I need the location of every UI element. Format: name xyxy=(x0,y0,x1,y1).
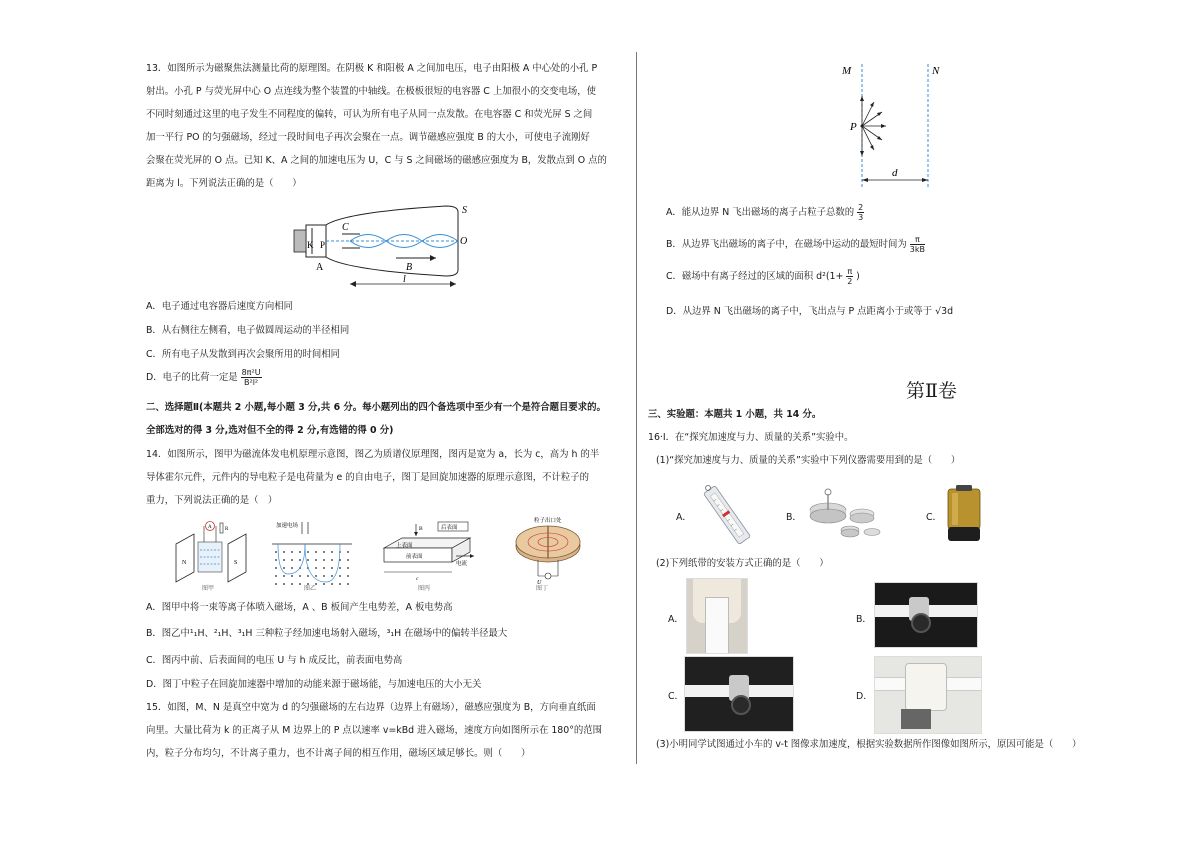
q16-sub-3: (3)小明同学试图通过小车的 v-t 图像求加速度，根据实验数据所作图像如图所示，原因可能是（ ） xyxy=(656,739,1082,750)
q16-sub-1: (1)“探究加速度与力、质量的关系”实验中下列仪器需要用到的是（ ） xyxy=(656,455,961,466)
q15-option-d[interactable]: D．从边界 N 飞出磁场的离子中，飞出点与 P 点距离小于或等于 √3d xyxy=(666,306,954,317)
q14-figure-ding xyxy=(504,516,598,592)
q14-line-2: 导体霍尔元件，元件内的导电粒子是电荷量为 e 的自由电子，图丁是回旋加速器的原理示意图，不计粒子的 xyxy=(146,472,589,483)
fig15-label-P: P xyxy=(850,121,857,133)
fig-jia-label-N: N xyxy=(182,560,187,566)
q14-caption-yi: 图乙 xyxy=(304,585,317,592)
q16-sub2-option-b-label[interactable]: B． xyxy=(856,614,872,625)
tape-install-photo-a[interactable] xyxy=(686,578,748,654)
fig-bing-top-label: 上表面 xyxy=(396,543,413,549)
q15-option-a-prefix: A．能从边界 N 飞出磁场的离子占粒子总数的 xyxy=(666,207,855,218)
q14-line-3: 重力，下列说法正确的是（ ） xyxy=(146,495,278,506)
q15-option-c-prefix: C．磁场中有离子经过的区域的面积 xyxy=(666,271,814,282)
q14-figure-bing xyxy=(372,520,480,592)
q15-line-1: 15．如图，M、N 是真空中宽为 d 的匀强磁场的左右边界（边界上有磁场），磁感应强度为 B，方向垂直纸面 xyxy=(146,702,596,713)
fig13-label-l: l xyxy=(403,274,406,285)
fig13-label-A: A xyxy=(316,262,324,273)
fig15-label-N: N xyxy=(932,65,940,77)
q13-line-4: 加一平行 PO 的匀强磁场，经过一段时间电子再次会聚在一点。调节磁感应强度 B 的大小，可使电子流刚好 xyxy=(146,132,590,143)
q16-intro: 16·Ⅰ．在“探究加速度与力、质量的关系”实验中。 xyxy=(648,432,854,443)
fig-bing-B-label: B xyxy=(419,526,423,532)
column-divider xyxy=(636,52,637,764)
q15-option-b[interactable] xyxy=(666,235,925,254)
section-3-heading: 三、实验题：本题共 1 小题，共 14 分。 xyxy=(648,409,822,420)
q16-sub1-option-a-label[interactable]: A． xyxy=(676,512,692,523)
q15-c-numerator: π xyxy=(847,267,853,276)
q13-option-c[interactable]: C．所有电子从发散到再次会聚所用的时间相同 xyxy=(146,349,341,360)
fig-jia-label-S: S xyxy=(234,560,238,566)
fig15-label-d: d xyxy=(892,167,898,179)
q14-option-b[interactable]: B．图乙中¹₁H、²₁H、³₁H 三种粒子经加速电场射入磁场，³₁H 在磁场中的偏转半径最大 xyxy=(146,628,508,639)
q15-c-denominator: 2 xyxy=(847,277,853,286)
weight-block-image[interactable] xyxy=(944,483,984,545)
fig13-label-O: O xyxy=(460,236,468,247)
q15-option-c-expr: d²(1+ xyxy=(816,271,844,282)
section-2-heading-line-1: 二、选择题Ⅱ(本题共 2 小题,每小题 3 分,共 6 分。每小题列出的四个备选项中至少有一个是符合题目要求的。 xyxy=(146,402,606,413)
q15-b-denominator: 3kB xyxy=(909,245,926,254)
q13-option-a[interactable]: A．电子通过电容器后速度方向相同 xyxy=(146,301,294,312)
q13-line-5: 会聚在荧光屏的 O 点。已知 K、A 之间的加速电压为 U，C 与 S 之间磁场的磁感应强度为 B，发散点到 O 点的 xyxy=(146,155,607,166)
tape-install-photo-d[interactable] xyxy=(874,656,982,734)
q16-sub2-option-c-label[interactable]: C． xyxy=(668,691,684,702)
fig-ding-U-label: U xyxy=(537,580,542,586)
tape-install-photo-b[interactable] xyxy=(874,582,978,648)
q15-magnetic-field-figure xyxy=(838,60,948,192)
q15-option-c-fraction xyxy=(846,267,853,286)
q15-option-c[interactable] xyxy=(666,267,860,286)
fig13-label-C: C xyxy=(342,222,349,233)
q13-magnetic-focus-figure xyxy=(286,200,486,290)
section-2-heading-line-2: 全部选对的得 3 分,选对但不全的得 2 分,有选错的得 0 分) xyxy=(146,425,394,436)
q14-figure-jia xyxy=(168,520,254,592)
q16-sub1-option-c-label[interactable]: C． xyxy=(926,512,942,523)
fig-bing-back-label: 后表面 xyxy=(441,525,458,531)
q13-option-d-fraction xyxy=(241,368,262,387)
q13-line-1: 13．如图所示为磁聚焦法测量比荷的原理图。在阴极 K 和阳极 A 之间加电压，电子由阳极 A 中心处的小孔 P xyxy=(146,63,598,74)
q13-line-2: 射出。小孔 P 与荧光屏中心 O 点连线为整个装置的中轴线。在极板很短的电容器 C 上加很小的交变电场，使 xyxy=(146,86,596,97)
q13-d-numerator: 8π²U xyxy=(241,368,261,377)
slotted-weights-image[interactable] xyxy=(800,484,884,544)
fig-ding-exit-label: 粒子出口处 xyxy=(534,518,562,524)
fig13-label-S: S xyxy=(462,205,467,216)
q14-option-c[interactable]: C．图丙中前、后表面间的电压 U 与 h 成反比，前表面电势高 xyxy=(146,655,403,666)
q15-option-c-close: ) xyxy=(856,271,860,282)
q13-option-d-prefix: D．电子的比荷一定是 xyxy=(146,372,238,383)
q15-option-a-fraction xyxy=(857,203,864,222)
q14-caption-jia: 图甲 xyxy=(202,585,215,592)
q15-a-numerator: 2 xyxy=(858,203,864,212)
fig13-label-P: P xyxy=(320,240,326,250)
tape-install-photo-c[interactable] xyxy=(684,656,794,732)
q15-option-b-fraction xyxy=(910,235,925,254)
q15-option-b-prefix: B．从边界飞出磁场的离子中，在磁场中运动的最短时间为 xyxy=(666,239,907,250)
fig-bing-front-label: 前表面 xyxy=(406,554,423,560)
part-2-title: 第Ⅱ卷 xyxy=(906,380,957,402)
q14-line-1: 14．如图所示，图甲为磁流体发电机原理示意图，图乙为质谱仪原理图，图丙是宽为 a，长为 c，高为 h 的半 xyxy=(146,449,600,460)
fig-yi-accel-label: 加速电场 xyxy=(276,523,299,529)
q13-option-d[interactable] xyxy=(146,368,262,387)
fig13-label-B: B xyxy=(406,262,413,273)
q13-line-6: 距离为 l。下列说法正确的是（ ） xyxy=(146,178,302,189)
fig-jia-label-A: A xyxy=(208,525,212,530)
q14-figure-yi xyxy=(268,520,358,592)
q14-caption-bing: 图丙 xyxy=(418,585,431,592)
q14-option-a[interactable]: A．图甲中将一束等离子体喷入磁场，A 、B 板间产生电势差，A 板电势高 xyxy=(146,602,453,613)
q15-line-3: 内，粒子分布均匀，不计离子重力，也不计离子间的相互作用，磁场区域足够长。则（ ） xyxy=(146,748,531,759)
q14-option-d[interactable]: D．图丁中粒子在回旋加速器中增加的动能来源于磁场能，与加速电压的大小无关 xyxy=(146,679,482,690)
q15-line-2: 向里。大量比荷为 k 的正离子从 M 边界上的 P 点以速率 v=kBd 进入磁场，速度方向如图所示在 180°的范围 xyxy=(146,725,603,736)
q16-sub2-option-d-label[interactable]: D． xyxy=(856,691,873,702)
q16-sub-2: (2)下列纸带的安装方式正确的是（ ） xyxy=(656,558,829,569)
q15-option-a[interactable] xyxy=(666,203,864,222)
fig15-label-M: M xyxy=(842,65,852,77)
q15-a-denominator: 3 xyxy=(858,213,864,222)
q16-sub1-option-b-label[interactable]: B． xyxy=(786,512,802,523)
fig-bing-current-label: 电流 xyxy=(456,561,468,567)
q13-line-3: 不同时刻通过这里的电子发生不同程度的偏转，可认为所有电子从同一点发散。在电容器 C 和荧光屏 S 之间 xyxy=(146,109,593,120)
q14-caption-ding: 图丁 xyxy=(536,585,549,592)
fig-bing-c-label: c xyxy=(416,576,419,582)
q16-sub2-option-a-label[interactable]: A． xyxy=(668,614,684,625)
fig13-label-K: K xyxy=(307,240,314,250)
q13-option-b[interactable]: B．从右侧往左侧看，电子做圆周运动的半径相同 xyxy=(146,325,350,336)
spring-scale-image[interactable] xyxy=(696,482,758,548)
q13-d-denominator: B²l² xyxy=(244,378,259,387)
fig-jia-label-R: R xyxy=(225,527,229,532)
q15-b-numerator: π xyxy=(910,235,925,245)
